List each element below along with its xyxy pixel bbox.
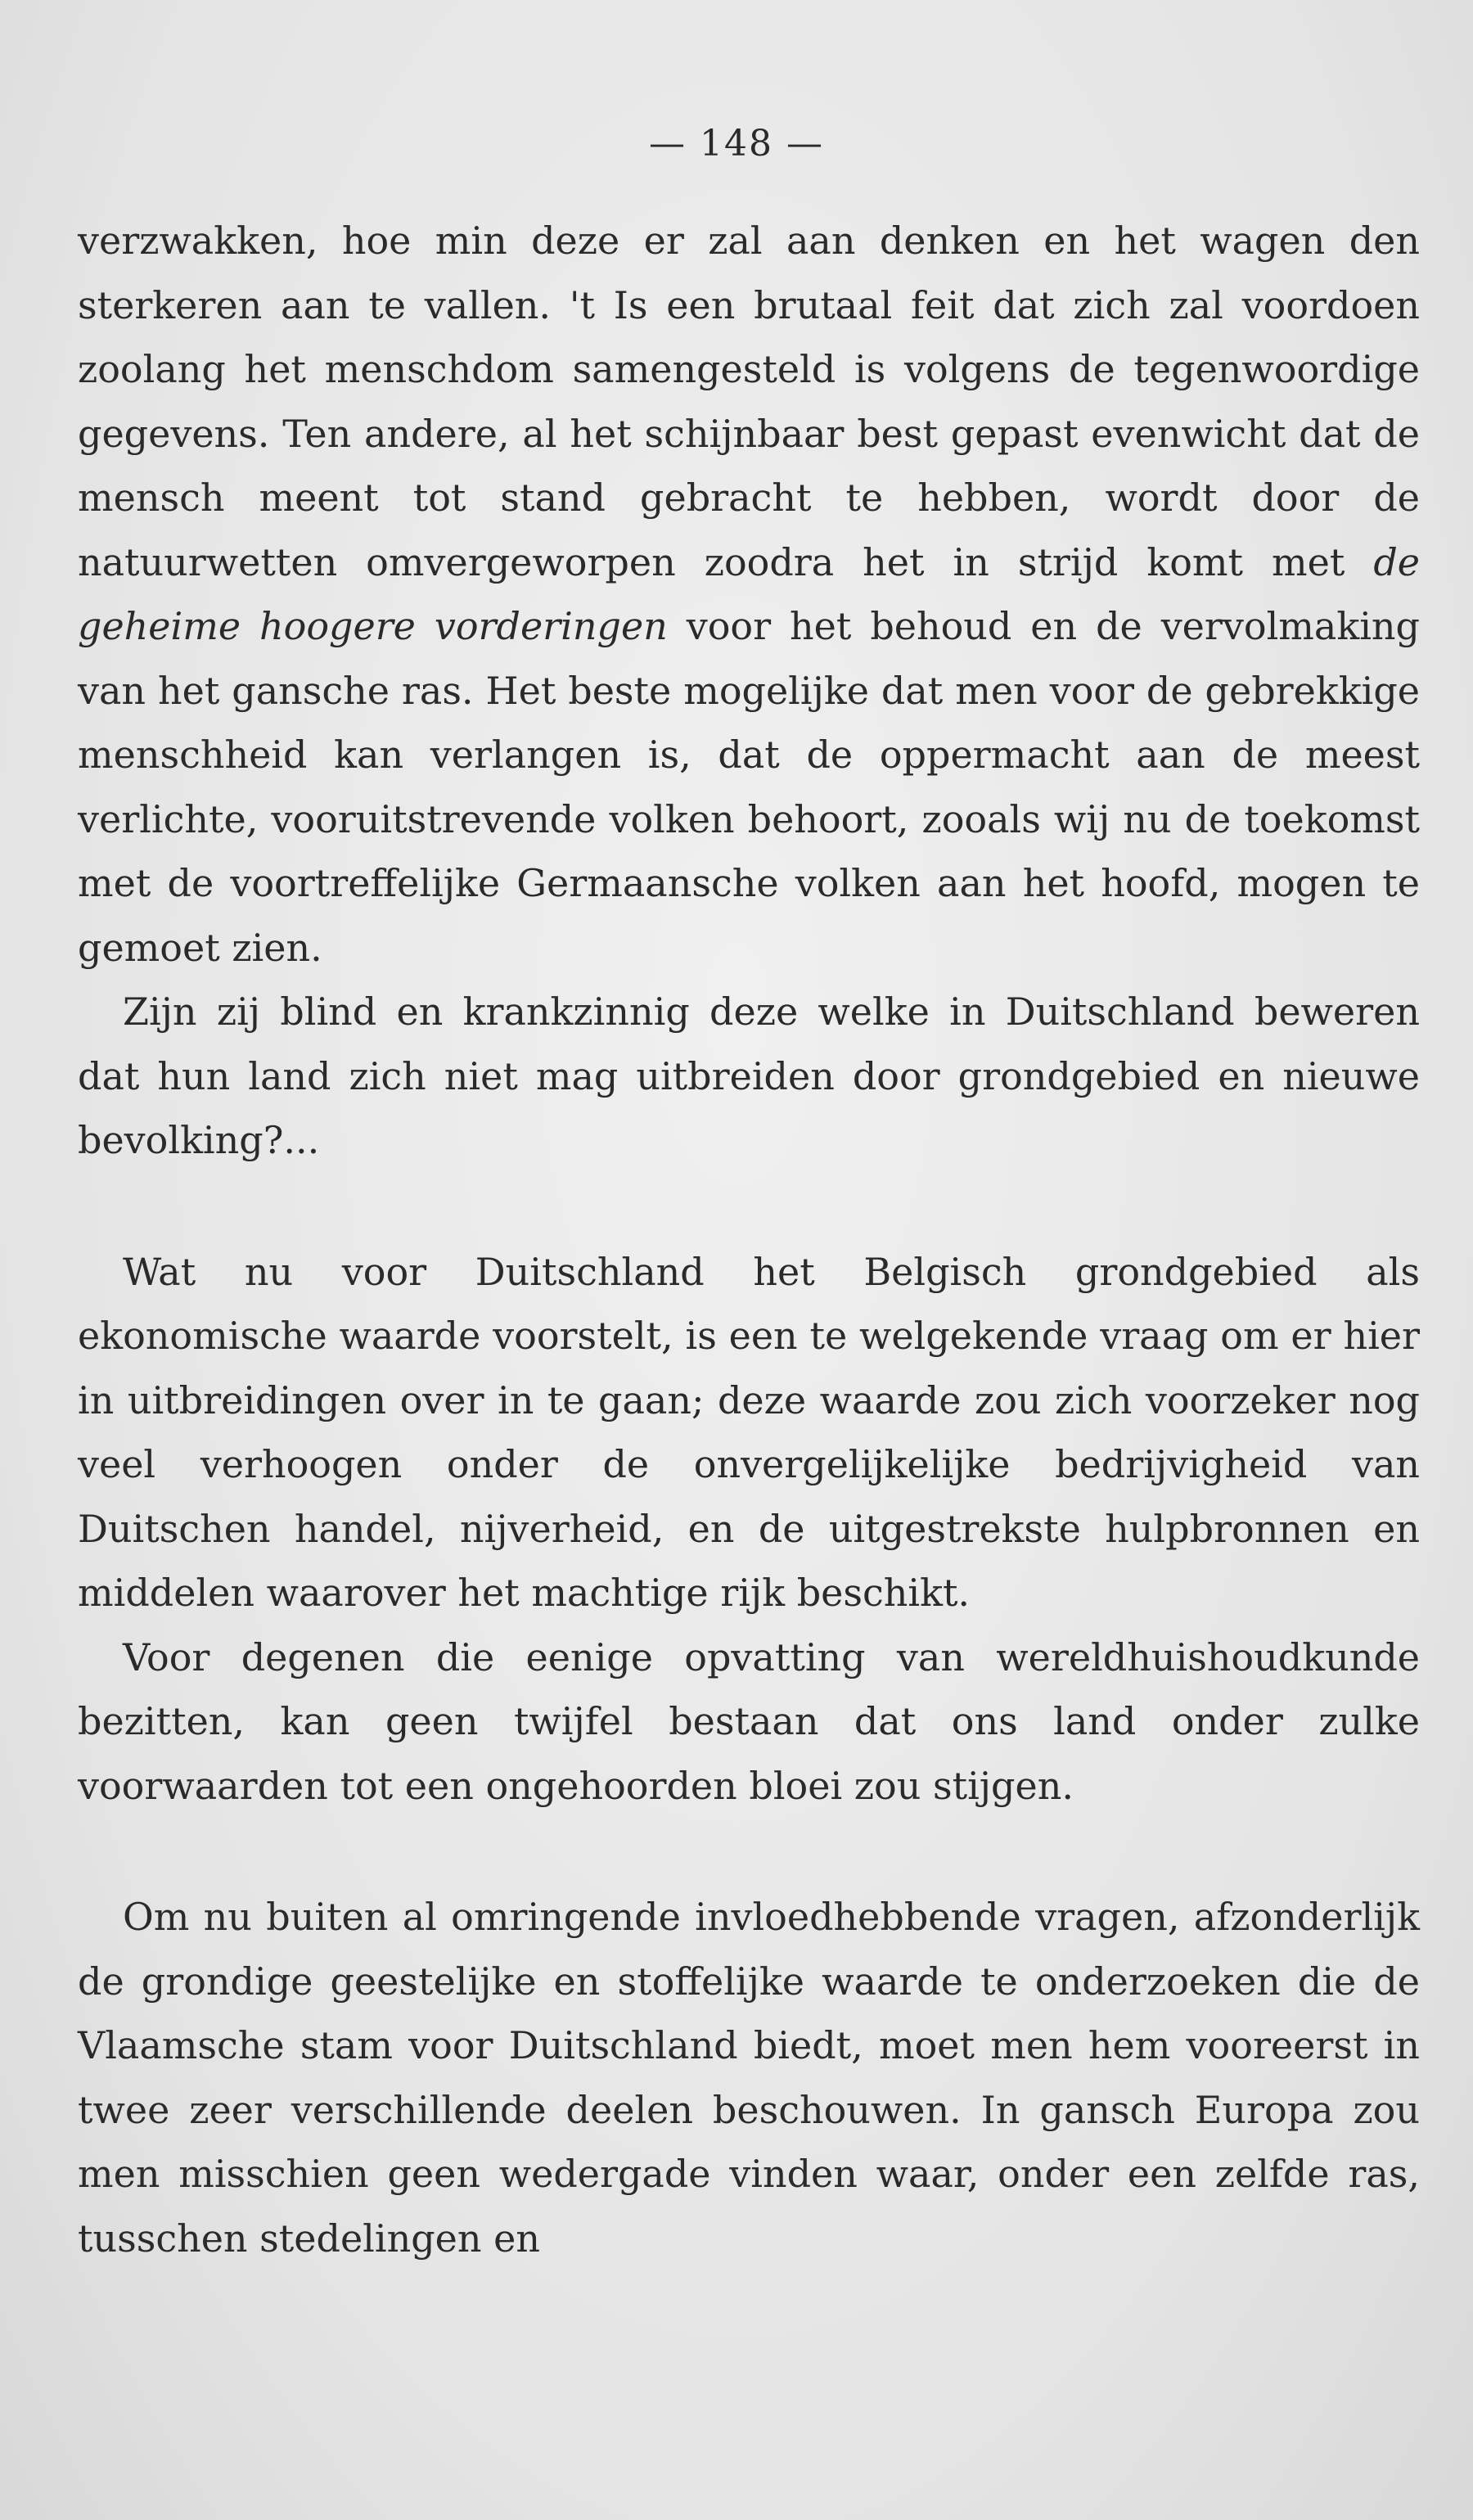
paragraph-3: Wat nu voor Duitschland het Belgisch grondgebied als ekonomische waarde voorstelt, is een te welgekende vraag om er hier in uitbreidingen over in te gaan; deze waarde zou zich voorzeker nog veel verhoogen onder de onvergelijkelijke bedrijvigheid van Duitschen handel, nijverheid, en de uitgestrekste hulpbronnen en middelen waarover het machtige rijk beschikt. xyxy=(78,1249,1420,1615)
page-body-text xyxy=(78,209,1420,2270)
paragraph-1-italic-phrase: de geheime hoogere vorderingen xyxy=(78,539,1420,648)
paragraph-5: Om nu buiten al omringende invloedhebbende vragen, afzonderlijk de grondige geestelijke en stoffelijke waarde te onderzoeken die de Vlaamsche stam voor Duitschland biedt, moet men hem vooreerst in twee zeer verschillende deelen beschouwen. In gansch Europa zou men misschien geen wedergade vinden waar, onder een zelfde ras, tusschen stedelingen en xyxy=(78,1895,1420,2261)
paragraph-2: Zijn zij blind en krankzinnig deze welke in Duitschland beweren dat hun land zich niet mag uitbreiden door grondgebied en nieuwe bevolking?... xyxy=(78,990,1420,1162)
page-number: — 148 — xyxy=(649,123,824,165)
paragraph-4: Voor degenen die eenige opvatting van wereldhuishoudkunde bezitten, kan geen twijfel bestaan dat ons land onder zulke voorwaarden tot een ongehoorden bloei zou stijgen. xyxy=(78,1634,1420,1808)
paragraph-1-text-start: verzwakken, hoe min deze er zal aan denken en het wagen den sterkeren aan te vallen. 't Is een brutaal feit dat zich zal voordoen zoolang het menschdom samengesteld is volgens de tegenwoordige gegevens. Ten andere, al het schijnbaar best gepast evenwicht dat de mensch meent tot stand gebracht te hebben, wordt door de natuurwetten omvergeworpen zoodra het in strijd komt met xyxy=(78,219,1420,584)
paragraph-1 xyxy=(78,209,1420,980)
paragraph-1-text-end: voor het behoud en de vervolmaking van het gansche ras. Het beste mogelijke dat men voor de gebrekkige menschheid kan verlangen is, dat de oppermacht aan de meest verlichte, vooruitstrevende volken behoort, zooals wij nu de toekomst met de voortreffelijke Germaansche volken aan het hoofd, mogen te gemoet zien. xyxy=(78,604,1420,970)
